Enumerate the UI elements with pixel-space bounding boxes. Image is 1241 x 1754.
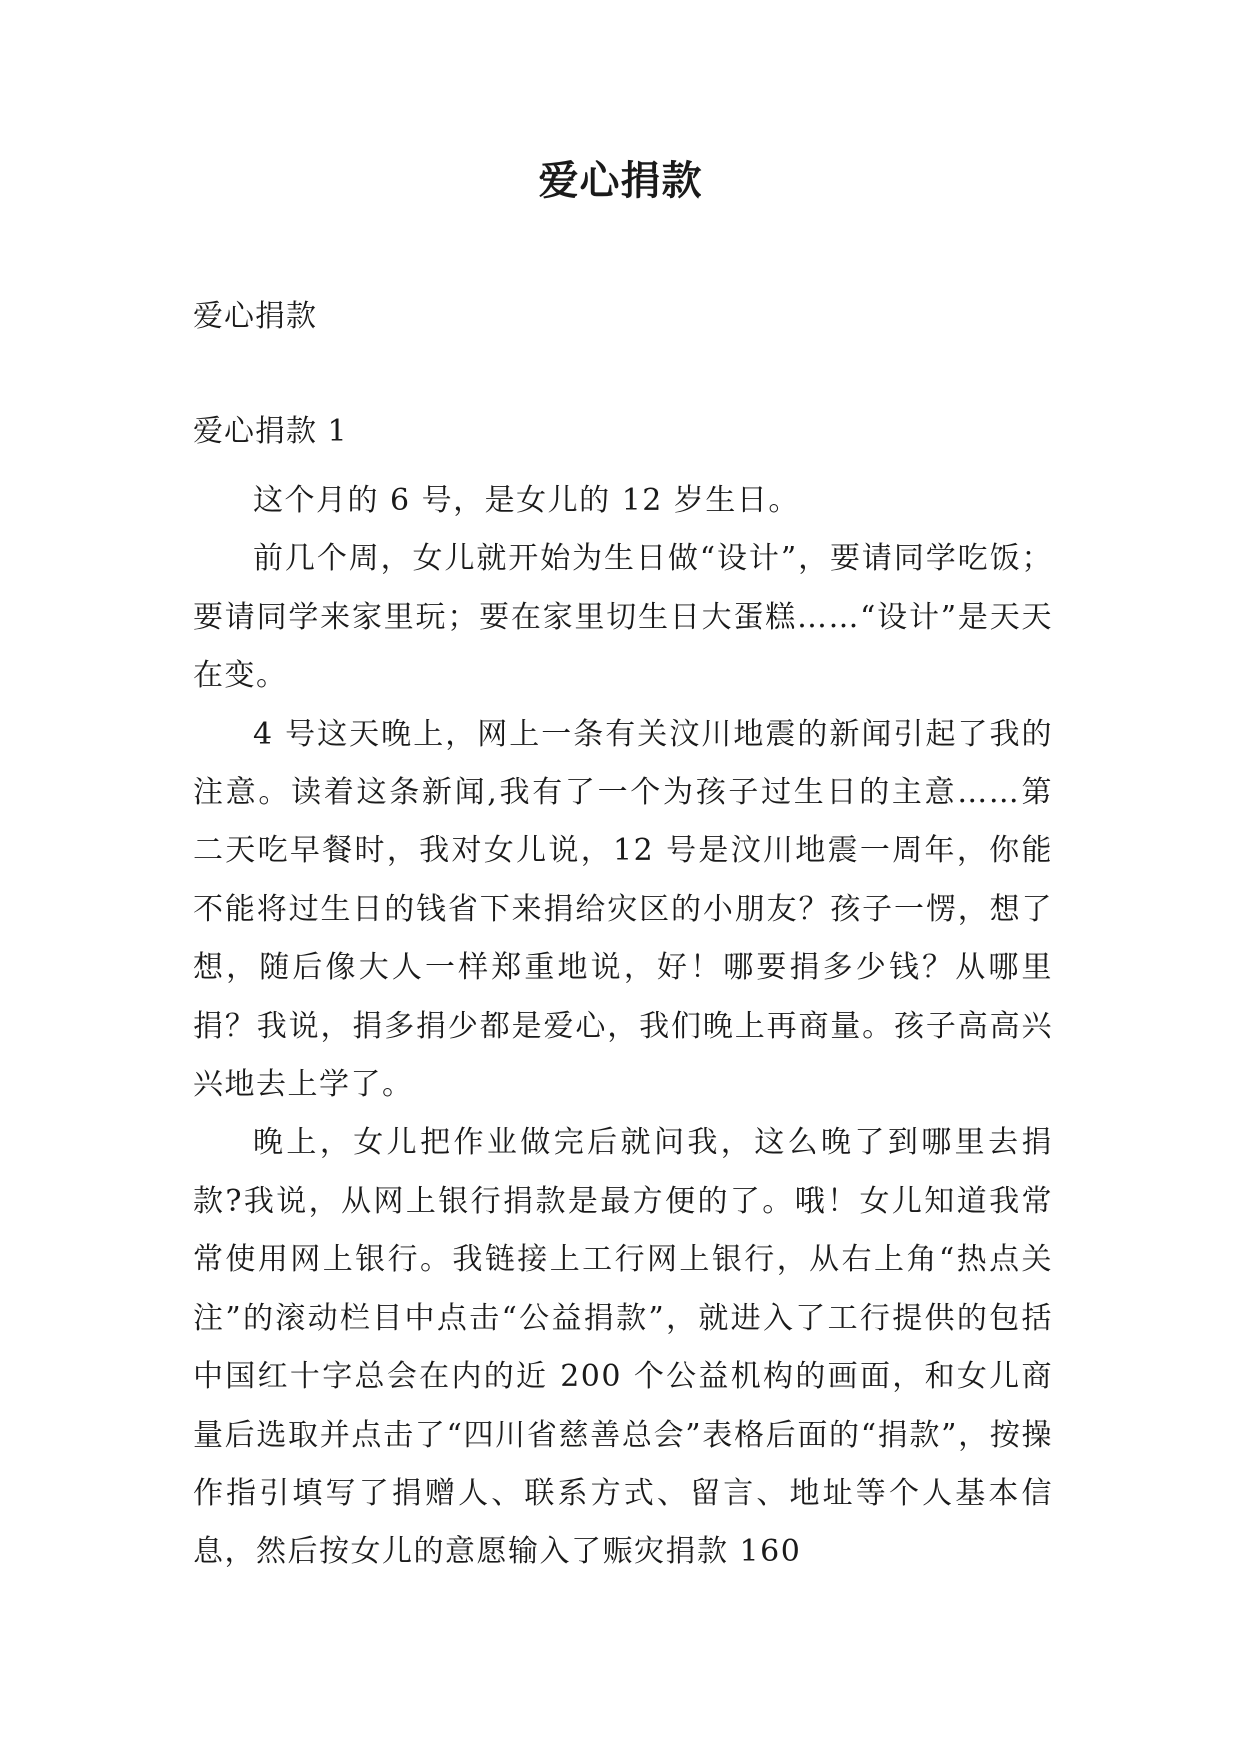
paragraph: 4 号这天晚上，网上一条有关汶川地震的新闻引起了我的注意。读着这条新闻,我有了一个为孩子过生日的主意……第二天吃早餐时，我对女儿说，12 号是汶川地震一周年，你能不能将过生日的钱省下来捐给灾区的小朋友？孩子一愣，想了想，随后像大人一样郑重地说，好！哪要捐多少钱？从哪里捐？我说，捐多捐少都是爱心，我们晚上再商量。孩子高高兴兴地去上学了。 — [193, 716, 1053, 1103]
document-body — [193, 472, 1053, 1582]
document-title: 爱心捐款 — [538, 158, 703, 204]
paragraph: 这个月的 6 号，是女儿的 12 岁生日。 — [253, 483, 800, 518]
paragraph: 前几个周，女儿就开始为生日做“设计”，要请同学吃饭；要请同学来家里玩；要在家里切生日大蛋糕……“设计”是天天在变。 — [193, 541, 1053, 694]
document-subtitle: 爱心捐款 — [193, 299, 317, 334]
section-heading: 爱心捐款 1 — [193, 414, 348, 449]
paragraph: 晚上，女儿把作业做完后就问我，这么晚了到哪里去捐款?我说，从网上银行捐款是最方便的了。哦！女儿知道我常常使用网上银行。我链接上工行网上银行，从右上角“热点关注”的滚动栏目中点击“公益捐款”，就进入了工行提供的包括中国红十字总会在内的近 200 个公益机构的画面，和女儿商量后选取并点击了“四川省慈善总会”表格后面的“捐款”，按操作指引填写了捐赠人、联系方式、留言、地址等个人基本信息，然后按女儿的意愿输入了赈灾捐款 160 — [193, 1125, 1053, 1570]
